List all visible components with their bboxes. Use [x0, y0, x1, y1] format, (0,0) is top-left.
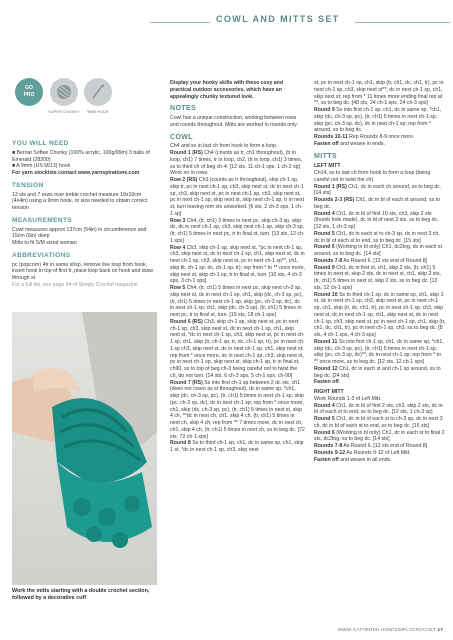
measurements-mitts: Mitts to fit S/M sized woman	[12, 240, 77, 246]
cowl-round: Round 8 Ss to third ch-1 sp, ch1, dc in same sp, ch1, skip 1 st, *dc in next ch-1 sp, ch3, skip next	[170, 440, 304, 453]
right-mitt-heading: RIGHT MITT	[314, 389, 344, 395]
abbreviations-heading: ABBREVIATIONS	[12, 251, 71, 259]
right-mitt-round: Round 6 (Working in bl only) Ch1, dc in each st to final 2 sts, dc2tog, ss to beg dc. [14 sts]	[314, 429, 445, 443]
right-mitt-round: Rounds 7-8 As Round 6. [12 sts end of Round 8]	[314, 443, 428, 449]
cowl-round: Round 6 (RS) Ch3, skip ch-1 sp, skip next st, pc in next ch-1 sp, ch3, skip next st, dc in next ch-1 sp, ch1, skip next st, *dc in next ch-1 sp, ch3, skip next st, pc in next ch-1 sp, ch1, skip (tr, ch-1 sp, tr, dc, ch-1 sp, tr), pc in next ch-1 sp ch3, skip next st, dc in next ch-1 sp, ch1, skip next st; rep from * once more, dc in next ch-1 sp, ch3, skip next st, pc in next ch-1 sp, skip next st, skip ch-1 sp, tr in final st, ch90, ss to top of beg ch-3 being careful not to twist the ch, do not turn. [14 sts, 6 ch-3 sps, 5 ch-1 sps, ch-90]	[170, 318, 305, 379]
cowl-round: Rounds 10-11 Rep Rounds 8-9 once more.	[314, 134, 415, 140]
you-will-need-heading: YOU WILL NEED	[12, 140, 69, 147]
header-rule-right	[355, 22, 450, 23]
photo-caption: Work the mitts starting with a double crochet section, followed by a decorative cuff	[12, 588, 150, 601]
cowl-round: Round 7 (RS) Ss into first ch-1 sp between 2 dc sts, ch1 (does not count as st throughout), dc in same sp, *ch1, skip (dc, ch-3 sp, pc), (tr, ch1) 5 times in next ch-1 sp, skip (pc, ch-3 sp, dc), dc in next ch-1 sp; rep from * once more, ch1, skip (dc, ch-3 sp, pc), (tr, ch1) 5 times in next st, skip 4 ch, **dc in next ch, ch1, skip 4 ch, (tr, ch1) 5 times in next ch, skip 4 ch; rep from ** 7 times more, dc in next ch, ch1, skip 4 ch, (tr, ch1) 5 times in next ch, ss to beg dc. [72 sts, 72 ch-1 sps]	[170, 379, 305, 440]
mitt-photo	[12, 312, 157, 585]
measurements-text: Cowl measures approx 137cm (54in) in circumference and 15cm (6in) deep	[12, 226, 147, 240]
intro-text: Display your hooky skills with these cosy and practical outdoor accessories, which have an appealingly chunky textured look.	[170, 80, 284, 100]
materials-yarn: ■ Bernat Softee Chunky (100% acrylic, 100g/99m) 3 balls of Emerald (28200)	[12, 149, 150, 163]
left-mitt-round: Round 4 Ch1, dc in bl of first 10 sts, ch3, skip 2 sts (thumb hole made), dc in bl of next 2 sts, ss to beg dc. [12 sts, 1 ch-3 sp]	[314, 210, 439, 230]
left-mitt-intro: Ch14, ss to last ch from hook to form a loop (being careful not to twist the ch).	[314, 170, 431, 183]
left-mitt-round: Round 10 Ss to third ch-1 sp, dc in same sp, ch1, skip 1 st, dc in next ch-1 sp, ch3, skip next st, pc in next ch-1 sp, ch1, skip (tr, dc, ch1, tr), pc in next ch-1 sp, ch3, skip next st, dc in next ch-1 sp, ch1, skip next st, dc in next ch-1 sp, ch3, skip next st, pc in next ch-1 sp, ch1, skip (tr, ch1, dc, ch1, tr), pc in next ch-1 sp, ch3, ss to beg dc. [8 sts, 4 ch-1 sps, 4 ch-3 sps]	[314, 291, 446, 338]
tension-text: 13 sts and 7 rows over treble crochet measure 10x10cm (4x4in) using a 9mm hook, or size needed to obtain correct tension	[12, 191, 148, 211]
right-mitt-round: Round 4 Ch1, dc in bl of first 2 sts, ch3, skip 2 sts, dc in bl of each st to end, ss to beg dc. [12 sts, 1 ch-3 sp]	[314, 402, 443, 416]
yarn-ball-icon	[50, 78, 78, 106]
cowl-round: st, pc in next ch-1 sp, ch1, skip (tr, ch1, dc, ch1, tr), pc in next ch-1 sp, ch3, skip next st**, dc in next ch-1 sp, ch1, skip next st; rep from * 11 times more ending final rep at **, ss to beg dc. [48 sts, 24 ch-1 sps, 24 ch-3 sps]	[314, 80, 444, 107]
page-footer	[338, 627, 443, 632]
materials-hook: ■ A 9mm (US M/13) hook	[12, 163, 71, 170]
cowl-finish: Fasten off and weave in ends.	[314, 140, 385, 147]
page-number: 17	[437, 627, 443, 632]
go-pro-badge	[15, 78, 43, 106]
stockists-info: For yarn stockists contact www.yarnspirations.com	[12, 170, 140, 176]
right-mitt-finish: Fasten off and weave in all ends.	[314, 456, 392, 463]
cowl-round: Round 1 (RS) Ch4 (counts as tr, ch1 throughout), (tr in loop, ch1) 7 times, tr in loop, ch2, (tr in loop, ch1) 3 times, ss to third ch of beg ch-4. [12 sts, 11 ch-1 sps, 1 ch-2 sp] Work on in rows.	[170, 150, 303, 177]
cowl-round: Row 5 Ch4, (tr, ch1) 5 times in next pc, skip next ch-3 sp, skip next st, dc in next ch-1 sp, ch1, skip (dc, ch-3 sp, pc), (tr, ch1) 5 times in next ch-1 sp, skip (pc, ch-3 sp, dc), dc in next ch-1 sp, ch1, skip (dc, ch-3 sp), (tr, ch1) 5 times in next pc, tr in final st, turn. [19 sts, 18 ch-1 sps]	[170, 285, 303, 318]
cowl-heading: COWL	[170, 133, 193, 141]
left-mitt-round: Round 5 Ch1, dc in each st to ch-3 sp, dc in next 3 ch, dc in bl of each st to end, ss to beg dc. [15 sts]	[314, 230, 440, 244]
cowl-round: Row 2 (RS) Ch3 (counts as tr throughout), skip ch-1 sp, skip tr, pc in next ch-1 sp, ch3, skip next st, dc in next ch-1 sp, ch3, skip next st, pc in next ch-1 sp, ch3, skip next st, pc in next ch-1 sp, skip next st, skip next ch-1 sp, tr in next st, turn leaving rem sts unworked. [6 sts, 2 ch-3 sps, 1 ch-1 sp]	[170, 177, 305, 217]
left-mitt-round: Round 1 (RS) Ch1, dc in each ch around, ss to beg dc. [14 sts]	[314, 183, 442, 197]
pattern-column-right	[314, 80, 446, 463]
cowl-intro: Ch4 and ss in last ch from hook to form a loop.	[170, 143, 278, 150]
right-mitt-round: Round 5 Ch1, dc in bl of each st to ch-3 sp, dc in next 3 ch, dc in bl of each st to end, ss to beg dc. [15 sts]	[314, 416, 443, 429]
left-mitt-round: Round 6 (Working in bl only) Ch1, dc2tog, dc in each st around, ss to beg dc. [14 sts]	[314, 244, 442, 257]
abbreviations-reference: For a full list, see page 94 of Simply Crochet magazine	[12, 281, 138, 288]
cowl-round: Row 4 Ch3, skip ch-1 sp, skip next st, *pc in next ch-1 sp, ch3, skip next st, dc in next ch-1 sp, ch1, skip next st, dc in next ch-1 sp, ch3, skip next st, pc in next ch-1 sp**, ch1, skip tlt, ch-1 sp, dc, ch-1 sp, tr); rep from * to ** once more, skip next st, skip ch-1 sp, tr in final st, turn. [10 sts, 4 ch-3 sps, 3 ch-1 sps]	[170, 244, 305, 285]
badge-label-chunky: SUPER CHUNKY	[48, 109, 80, 114]
left-mitt-round: Round 9 Ch1, dc in first st, ch1, skip 2 sts, (tr, ch1) 5 times in next st, skip 2 sts, dc in next st, ch1, skip 2 sts, (tr, ch1) 5 times in next st, skip 2 sts, ss to beg dc. [12 sts, 12 ch-1 sps]	[314, 264, 441, 291]
header-rule-left	[150, 22, 210, 23]
mitts-heading: MITTS	[314, 152, 337, 160]
abbreviations-text: pc (popcorn) 4tr in same st/sp, remove live loop from hook, insert hook in top of first tr, place loop back on hook and draw through st	[12, 261, 154, 281]
left-mitt-round: Rounds 7-8 As Round 6. [12 sts end of Round 8]	[314, 257, 428, 264]
section-header	[150, 8, 450, 38]
left-mitt-heading: LEFT MITT	[314, 163, 341, 170]
page-title: COWL AND MITTS SET	[216, 14, 340, 24]
left-mitt-finish: Fasten off.	[314, 379, 341, 386]
go-pro-line-1: GO	[25, 85, 33, 91]
cowl-round: Round 9 Ss into first ch-1 sp, ch1, dc in same sp, *ch1, skip (dc, ch-3 sp, pc), (tr, ch1) 5 times in next ch-1 sp, skip (pc, ch-3 sp, dc), dc in next ch-1 sp; rep from * around, ss to beg dc.	[314, 107, 442, 134]
pattern-badges	[12, 78, 162, 123]
notes-heading: NOTES	[170, 105, 197, 113]
left-mitt-round: Rounds 2-3 (RS) Ch1, dc in bl of each st around, ss to beg dc.	[314, 197, 441, 210]
notes-text: Cowl has a unique construction, working between rows and rounds throughout. Mitts are worked in rounds only.	[170, 115, 298, 128]
cowl-round: Row 3 Ch4, (tr, ch1) 3 times in next pc, skip ch-3 sp, skip dc, dc in next ch-1 sp, ch3, skip next ch-1 sp, skip ch-3 sp, (tr, ch1) 5 times in next pc, tr in final st, turn. [13 sts, 12 ch-1 sps]	[170, 217, 305, 244]
hook-icon	[84, 78, 112, 106]
pattern-column-middle	[170, 80, 305, 454]
left-mitt-round: Round 11 Ss into first ch-1 sp, ch1, dc in same sp, *ch1, skip (dc, ch-3 sp, pc), (tr, ch1) 5 times in next ch-1 sp, skip (pc, ch-3 sp, dc)**, dc in next ch-1 sp; rep from * to ** once more, ss to beg dc. [12 sts, 12 ch-1 sps]	[314, 338, 444, 365]
go-pro-line-2: PRO	[23, 92, 35, 98]
right-mitt-round: Rounds 9-12 As Rounds 9-12 of Left Mitt.	[314, 449, 411, 456]
right-mitt-intro: Work Rounds 1-3 of Left Mitt.	[314, 395, 382, 402]
sidebar	[12, 135, 157, 289]
measurements-heading: MEASUREMENTS	[12, 216, 73, 224]
tension-heading: TENSION	[12, 181, 44, 189]
left-mitt-round: Round 12 Ch1, dc in each st and ch-1 sp around, ss to beg dc. [24 sts]	[314, 365, 441, 379]
footer-url[interactable]: WWW.GATHERED.HOW/SIMPLYCROCHET	[337, 627, 436, 632]
badge-label-hook: 9MM HOOK	[87, 109, 109, 114]
